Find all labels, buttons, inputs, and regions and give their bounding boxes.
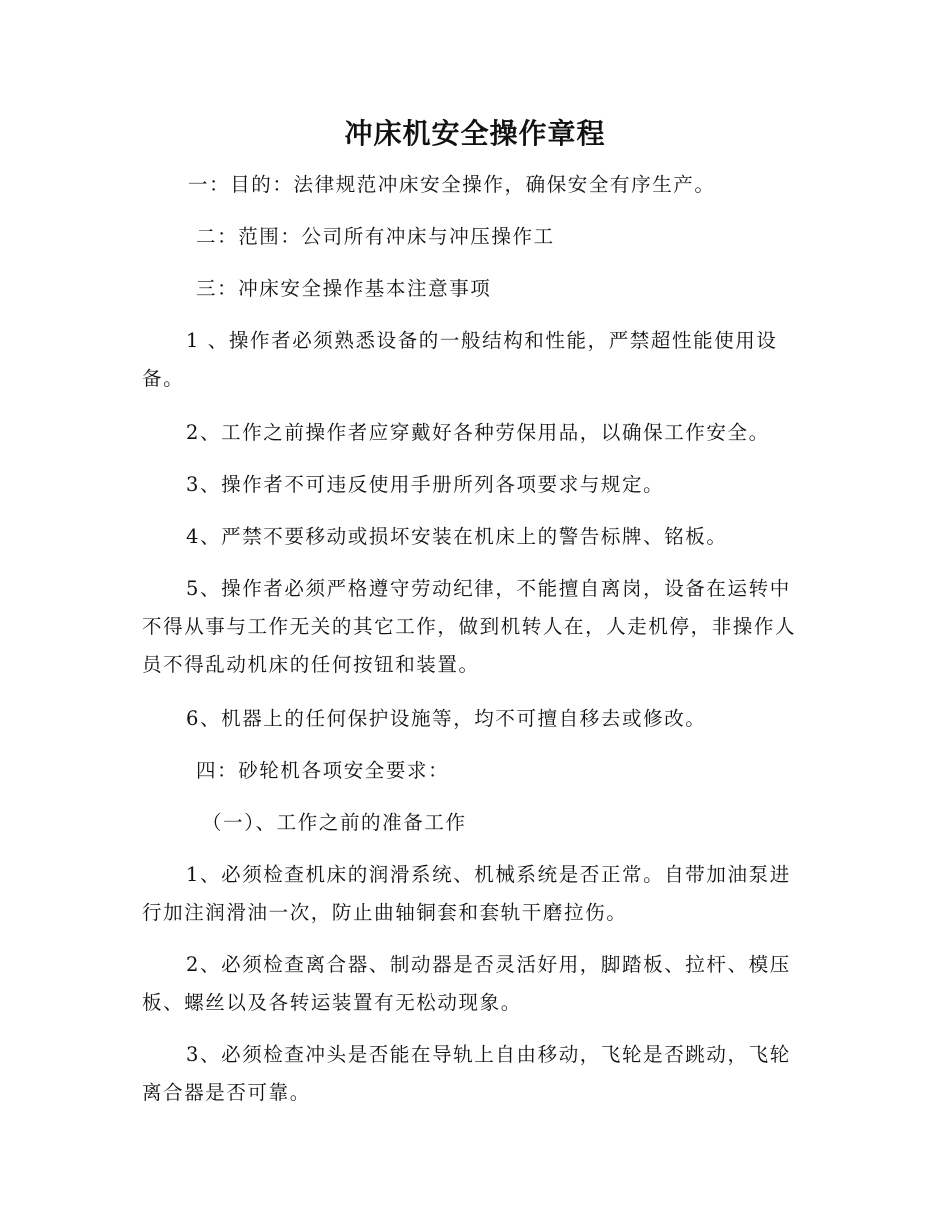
document-title: 冲床机安全操作章程 (344, 117, 606, 150)
prep-item-2: 2、必须检查离合器、制动器是否灵活好用，脚踏板、拉杆、模压板、螺丝以及各转运装置有无松动现象。 (142, 953, 791, 1014)
rule-item-6: 6、机器上的任何保护设施等，均不可擅自移去或修改。 (186, 707, 707, 730)
rule-item-5: 5、操作者必须严格遵守劳动纪律，不能擅自离岗，设备在运转中不得从事与工作无关的其它工作，做到机转人在，人走机停，非操作人员不得乱动机床的任何按钮和装置。 (142, 577, 797, 676)
rule-item-1: 1 、操作者必须熟悉设备的一般结构和性能，严禁超性能使用设备。 (142, 329, 778, 390)
rule-item-2: 2、工作之前操作者应穿戴好各种劳保用品，以确保工作安全。 (186, 421, 770, 444)
section-scope: 二：范围：公司所有冲床与冲压操作工 (196, 225, 555, 248)
prep-item-3: 3、必须检查冲头是否能在导轨上自由移动，飞轮是否跳动，飞轮离合器是否可靠。 (142, 1043, 791, 1104)
section-basic-notes-heading: 三：冲床安全操作基本注意事项 (196, 277, 492, 300)
prep-item-1: 1、必须检查机床的润滑系统、机械系统是否正常。自带加油泵进行加注润滑油一次，防止曲轴铜套和套轨干磨拉伤。 (142, 863, 791, 924)
rule-item-3: 3、操作者不可违反使用手册所列各项要求与规定。 (186, 473, 665, 496)
section-grinder-heading: 四：砂轮机各项安全要求： (196, 759, 450, 782)
rule-item-4: 4、严禁不要移动或损坏安装在机床上的警告标牌、铭板。 (186, 525, 728, 548)
subsection-preparation-heading: （一）、工作之前的准备工作 (202, 811, 467, 834)
section-purpose: 一：目的：法律规范冲床安全操作，确保安全有序生产。 (188, 173, 716, 196)
